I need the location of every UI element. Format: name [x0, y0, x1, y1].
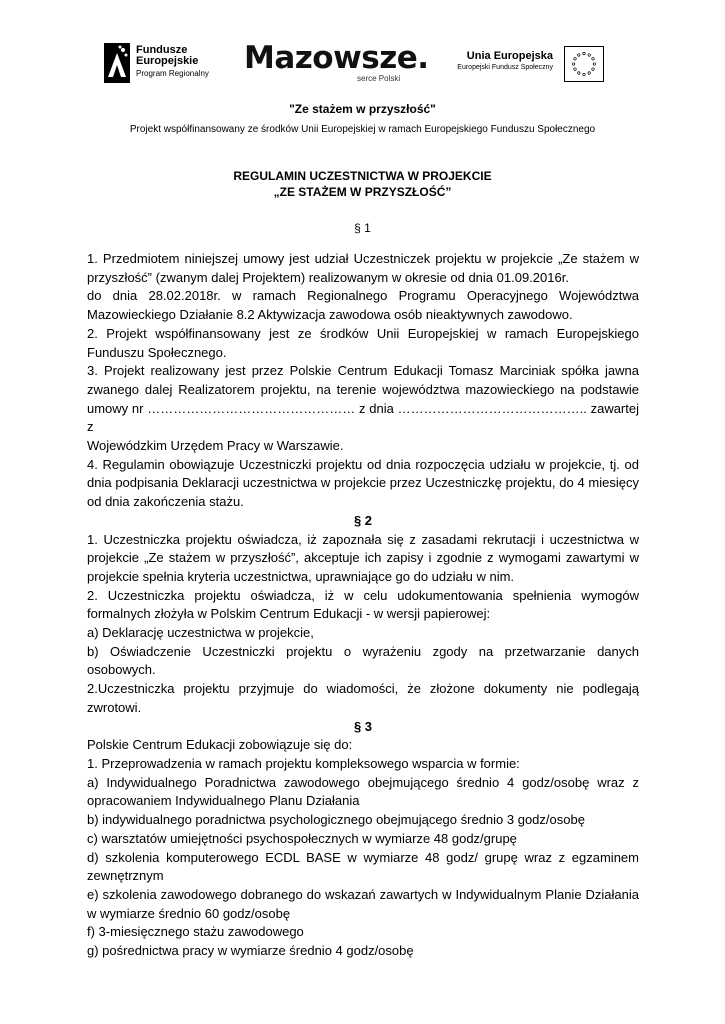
- section1-paragraph4: 4. Regulamin obowiązuje Uczestniczki projektu od dnia rozpoczęcia udziału w projekcie, tj. od dnia podpisania Deklaracji uczestnictwa w projekcie przez Uczestniczkę projektu, do 4 miesięcy od dnia zakończenia stażu.: [87, 456, 639, 510]
- section3-intro: Polskie Centrum Edukacji zobowiązuje się do:: [87, 737, 353, 753]
- section3-heading: § 3: [353, 718, 373, 734]
- section3-item-g: g) pośrednictwa pracy w wymiarze średnio 4 godz/osobę: [87, 943, 414, 959]
- regulation-title: [0, 168, 725, 200]
- section3-item-f: f) 3-miesięcznego stażu zawodowego: [87, 924, 304, 940]
- section3-item-e: e) szkolenia zawodowego dobranego do wskazań zawartych w Indywidualnym Planie Działania w wymiarze średnio 60 godz/osobę: [87, 886, 639, 921]
- section1-paragraph1-a: 1. Przedmiotem niniejszej umowy jest udział Uczestniczek projektu w projekcie „Ze stażem w przyszłość” (zwanym dalej Projektem) realizowanym w okresie od dnia 01.09.2016r.: [87, 251, 639, 285]
- regulation-title-line2: „ZE STAŻEM W PRZYSZŁOŚĆ”: [273, 185, 452, 199]
- section2-paragraph1: 1. Uczestniczka projektu oświadcza, iż zapoznała się z zasadami rekrutacji i uczestnictwa w projekcie „Ze stażem w przyszłość”, akceptuje ich zapisy i zgodnie z wymogami zawartymi w projekcie spełnia kryteria uczestnictwa, uprawniające go do udziału w nim.: [87, 531, 639, 584]
- header-logos: [104, 40, 624, 90]
- section2-item-b: b) Oświadczenie Uczestniczki projektu o wyrażeniu zgody na przetwarzanie danych osobowych.: [87, 643, 639, 678]
- fundusze-europejskie-mark-icon: [104, 43, 130, 83]
- section3-paragraph1: 1. Przeprowadzenia w ramach projektu kompleksowego wsparcia w formie:: [87, 755, 520, 771]
- project-title: "Ze stażem w przyszłość": [289, 102, 436, 116]
- eu-flag-icon: [564, 46, 604, 82]
- mazowsze-wordmark: Mazowsze.: [244, 40, 429, 76]
- eu-logo-line1: Unia Europejska: [466, 50, 553, 62]
- fe-logo-line3: Program Regionalny: [136, 69, 209, 78]
- eu-logo-line2: Europejski Fundusz Społeczny: [457, 64, 553, 71]
- section1-heading: § 1: [354, 221, 371, 235]
- fe-logo-line1: Fundusze: [136, 44, 188, 56]
- fundusze-europejskie-logo: [104, 43, 224, 87]
- unia-europejska-logo: [449, 46, 624, 86]
- section2-heading: § 2: [353, 512, 373, 528]
- section3-item-d: d) szkolenia komputerowego ECDL BASE w wymiarze 48 godz/ grupę wraz z egzaminem zewnętrznym: [87, 849, 639, 884]
- section3-item-a: a) Indywidualnego Poradnictwa zawodowego obejmującego średnio 4 godz/osobę wraz z opracowaniem Indywidualnego Planu Działania: [87, 774, 639, 809]
- section3-item-c: c) warsztatów umiejętności psychospołecznych w wymiarze 48 godz/grupę: [87, 830, 517, 846]
- section1-paragraph3-a: 3. Projekt realizowany jest przez Polskie Centrum Edukacji Tomasz Marciniak spółka jawna zwanego dalej Realizatorem projektu, na terenie województwa mazowieckiego na podstawie: [87, 363, 639, 397]
- regulation-title-line1: REGULAMIN UCZESTNICTWA W PROJEKCIE: [233, 169, 492, 183]
- section1-paragraph1-b: do dnia 28.02.2018r. w ramach Regionalnego Programu Operacyjnego Województwa Mazowieckiego Działanie 8.2 Aktywizacja zawodowa osób nieaktywnych zawodowo.: [87, 288, 639, 323]
- section2-paragraph3: 2.Uczestniczka projektu przyjmuje do wiadomości, że złożone dokumenty nie podlegają zwrotowi.: [87, 681, 639, 715]
- mazowsze-tagline: serce Polski: [357, 74, 401, 83]
- project-subtitle: Projekt współfinansowany ze środków Unii Europejskiej w ramach Europejskiego Funduszu Społecznego: [129, 124, 596, 135]
- section1-paragraph3-c: Wojewódzkim Urzędem Pracy w Warszawie.: [87, 438, 344, 454]
- section1-paragraph2: 2. Projekt współfinansowany jest ze środków Unii Europejskiej w ramach Europejskiego Funduszu Społecznego.: [87, 325, 639, 360]
- fe-logo-line2: Europejskie: [136, 55, 199, 67]
- section1-paragraph3-b: umowy nr ………………………………………… z dnia …………………………………….. zawartej z: [87, 400, 639, 435]
- document-body: [87, 250, 639, 961]
- section2-paragraph2: 2. Uczestniczka projektu oświadcza, iż w celu udokumentowania spełnienia wymogów formalnych złożyła w Polskim Centrum Edukacji - w wersji papierowej:: [87, 587, 639, 622]
- section3-item-b: b) indywidualnego poradnictwa psychologicznego obejmującego średnio 3 godz/osobę: [87, 812, 585, 828]
- mazowsze-logo: [244, 40, 429, 88]
- section2-item-a: a) Deklarację uczestnictwa w projekcie,: [87, 625, 314, 641]
